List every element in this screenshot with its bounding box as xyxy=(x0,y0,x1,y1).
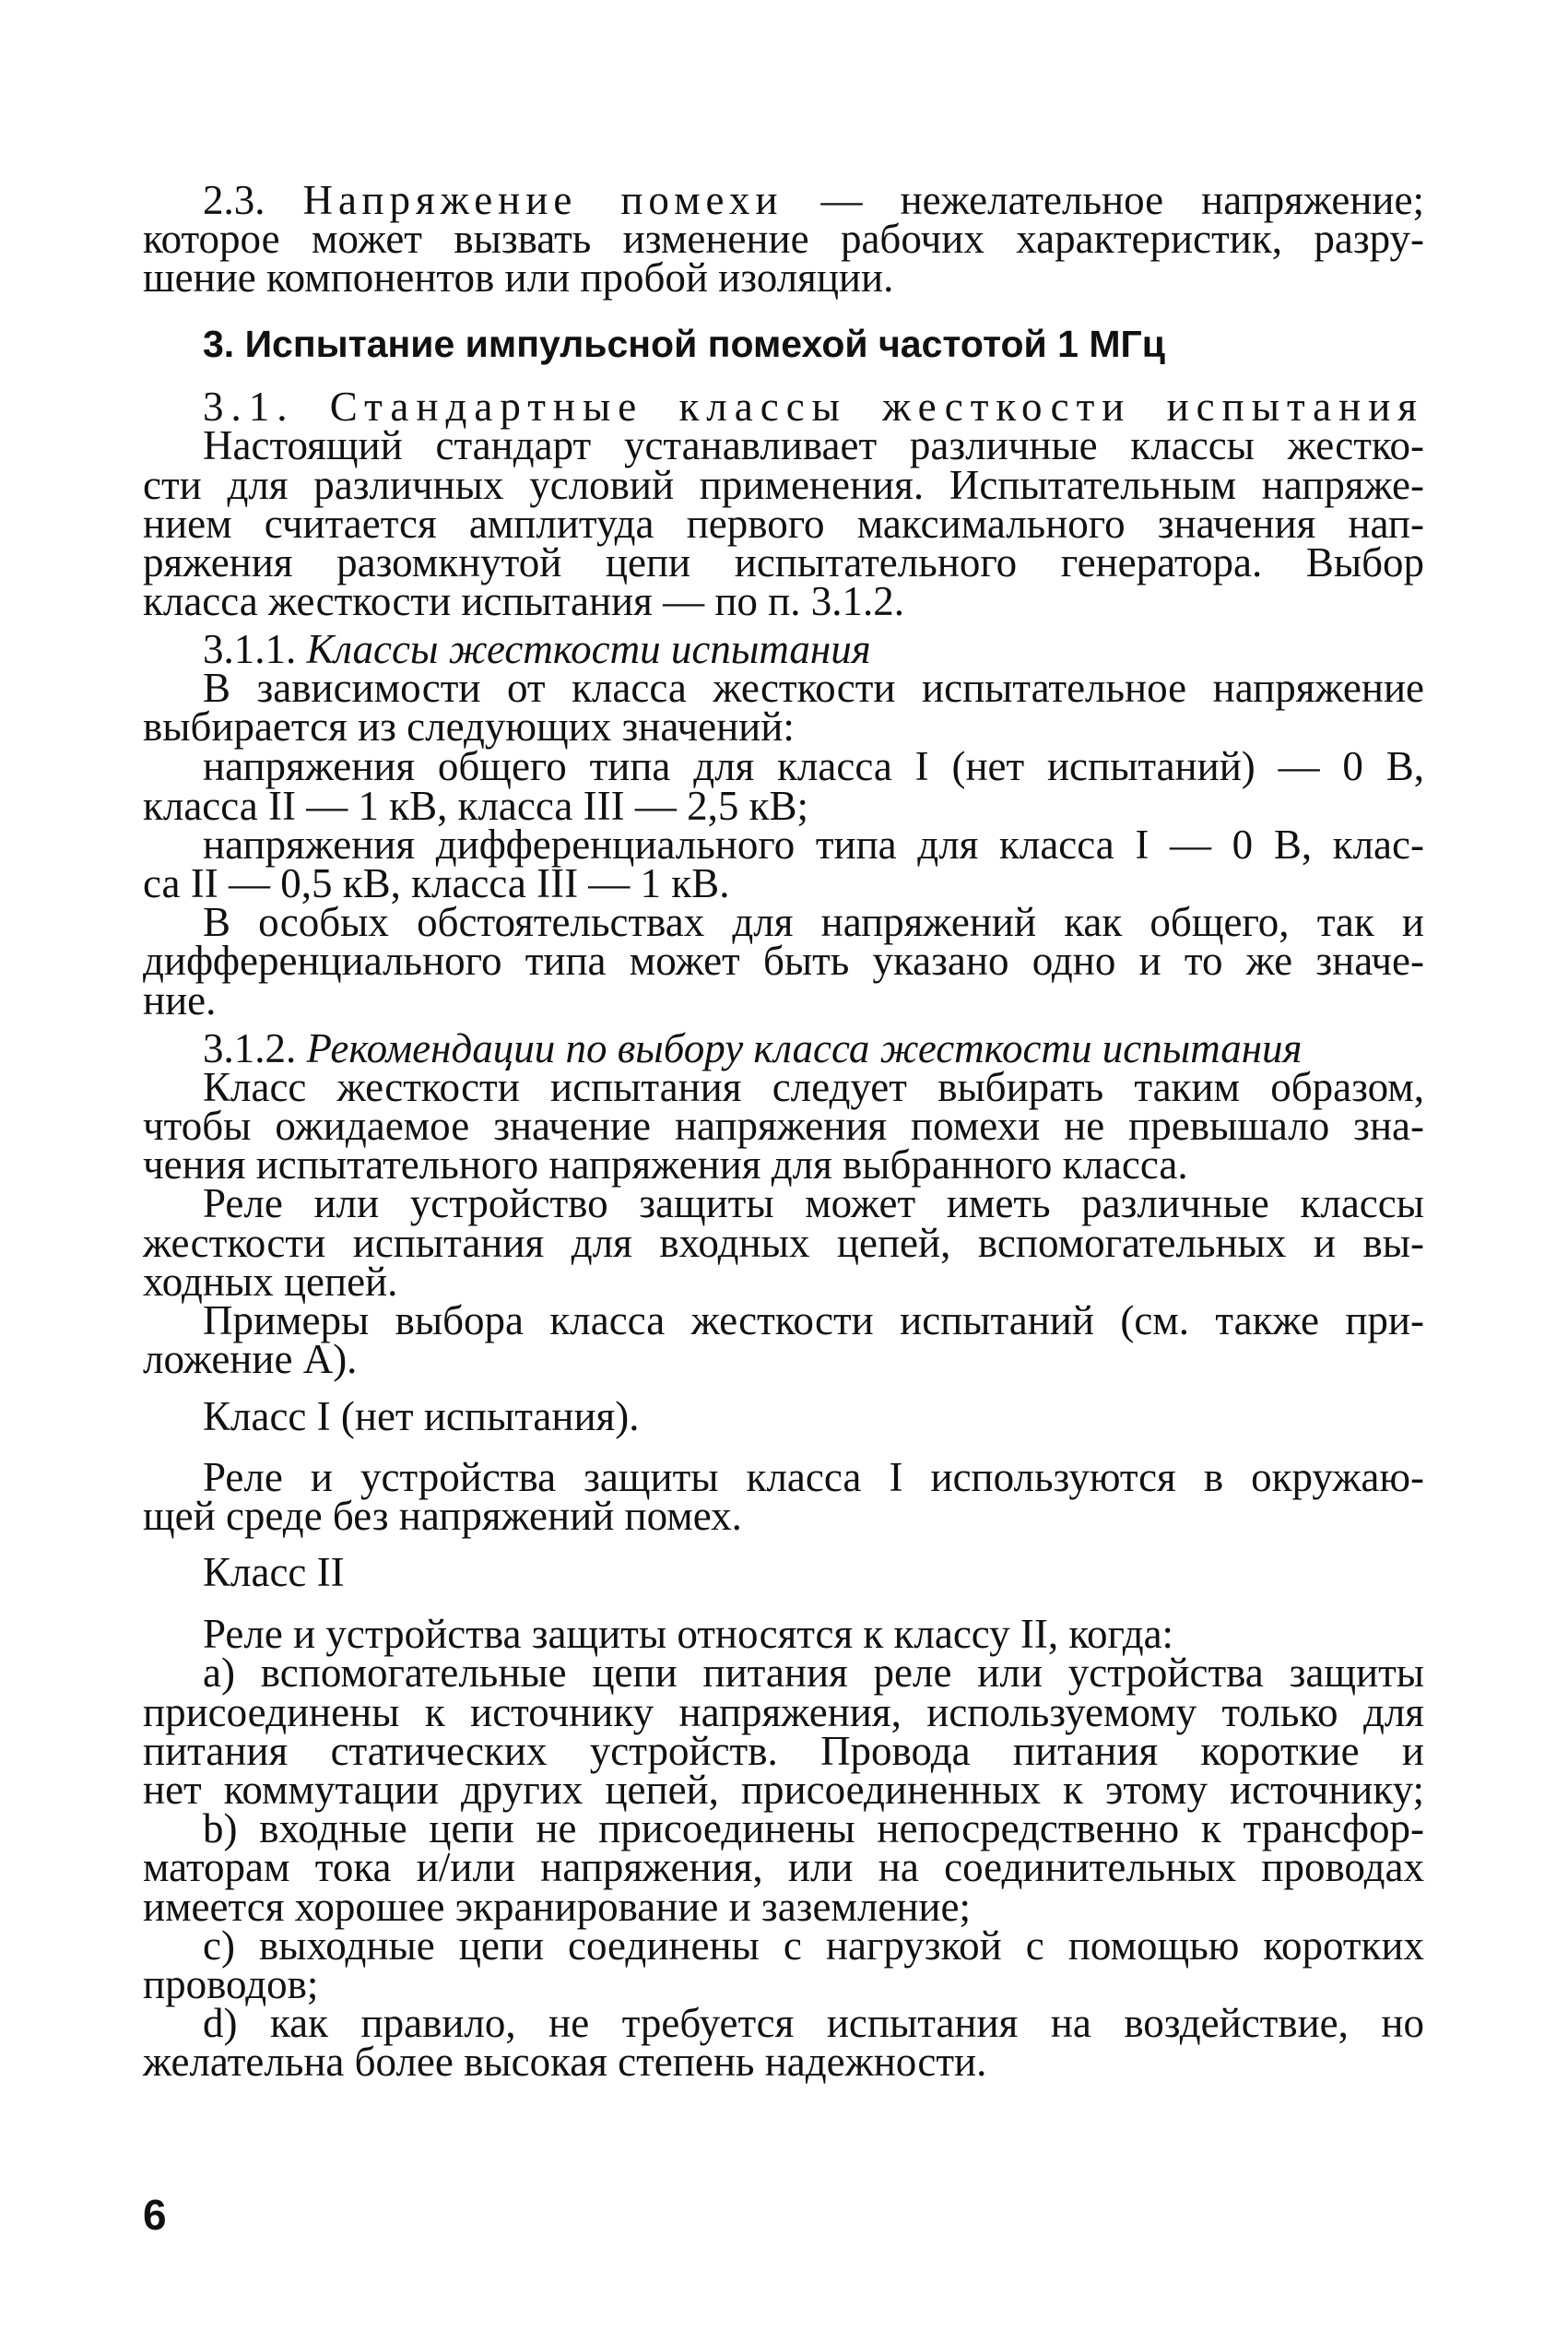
text-line: ряжения разомкнутой цепи испытательного генератора. Выбор xyxy=(143,539,1424,585)
clause-title: Рекомендации по выбору класса жесткости испытания xyxy=(306,1025,1303,1071)
text-line: Класс жесткости испытания следует выбирать таким образом, xyxy=(203,1064,1424,1110)
text-line: проводов; xyxy=(143,1961,319,2007)
list-item-b: b) входные цепи не присоединены непосредственно к трансфор- xyxy=(203,1805,1424,1851)
clause-number: 3.1.2. xyxy=(203,1025,307,1071)
definition-text: — нежелательное напряжение; xyxy=(783,177,1424,223)
text-line: выбирается из следующих значений: xyxy=(143,704,795,750)
text-line: напряжения дифференциального типа для класса I — 0 В, клас- xyxy=(203,822,1424,868)
text-line: Примеры выбора класса жесткости испытаний (см. также при- xyxy=(203,1297,1424,1343)
text-line: В особых обстоятельствах для напряжений как общего, так и xyxy=(203,899,1424,945)
section-3-heading: 3. Испытание импульсной помехой частотой 1 МГц xyxy=(203,323,1165,365)
page-number: 6 xyxy=(143,2191,167,2239)
text-line: щей среде без напряжений помех. xyxy=(143,1493,742,1539)
clause-title: Классы жесткости испытания xyxy=(306,626,871,672)
text-line: Реле и устройства защиты относятся к классу II, когда: xyxy=(203,1611,1174,1657)
text-line: жесткости испытания для входных цепей, вспомогательных и вы- xyxy=(143,1220,1424,1266)
text-line: нет коммутации других цепей, присоединенных к этому источнику; xyxy=(143,1767,1424,1813)
class-1-heading: Класс I (нет испытания). xyxy=(203,1393,640,1439)
class-2-heading: Класс II xyxy=(203,1549,345,1595)
text-line: которое может вызвать изменение рабочих характеристик, разру- xyxy=(143,216,1424,262)
subsection-3-1-heading: 3.1. Стандартные классы жесткости испытания xyxy=(203,384,1424,430)
text-line: ходных цепей. xyxy=(143,1259,398,1305)
text-line: ложение А). xyxy=(143,1336,358,1382)
text-line: присоединены к источнику напряжения, используемому только для xyxy=(143,1689,1424,1735)
text-line: са II — 0,5 кВ, класса III — 1 кВ. xyxy=(143,860,730,906)
text-line: Реле или устройство защиты может иметь различные классы xyxy=(203,1180,1424,1226)
text-line: имеется хорошее экранирование и заземление; xyxy=(143,1884,971,1930)
text-line: класса II — 1 кВ, класса III — 2,5 кВ; xyxy=(143,783,808,829)
text-line: чения испытательного напряжения для выбранного класса. xyxy=(143,1141,1188,1188)
text-line: класса жесткости испытания — по п. 3.1.2. xyxy=(143,578,904,624)
list-item-d: d) как правило, не требуется испытания на воздействие, но xyxy=(203,2000,1424,2046)
list-item-c: c) выходные цепи соединены с нагрузкой с помощью коротких xyxy=(203,1922,1424,1969)
text-line: чтобы ожидаемое значение напряжения помехи не превышало зна- xyxy=(143,1103,1424,1149)
text-line: Настоящий стандарт устанавливает различные классы жестко- xyxy=(203,422,1424,468)
text-line: желательна более высокая степень надежности. xyxy=(143,2039,987,2085)
text-line: Реле и устройства защиты класса I используются в окружаю- xyxy=(203,1454,1424,1500)
list-item-a: а) вспомогательные цепи питания реле или устройства защиты xyxy=(203,1650,1424,1696)
clause-number: 3.1.1. xyxy=(203,626,307,672)
text-line: ние. xyxy=(143,977,217,1023)
term-spaced: Напряжение помехи xyxy=(302,177,784,223)
text-line: дифференциального типа может быть указано одно и то же значе- xyxy=(143,938,1424,984)
text-line: В зависимости от класса жесткости испытательное напряжение xyxy=(203,665,1424,711)
text-line: шение компонентов или пробой изоляции. xyxy=(143,254,894,301)
text-line: сти для различных условий применения. Испытательным напряже- xyxy=(143,462,1424,508)
text-line: напряжения общего типа для класса I (нет испытаний) — 0 В, xyxy=(203,743,1424,789)
text-line: питания статических устройств. Провода питания короткие и xyxy=(143,1728,1424,1774)
text-line: нием считается амплитуда первого максимального значения нап- xyxy=(143,501,1424,547)
clause-number: 2.3. xyxy=(203,177,303,223)
text-line: маторам тока и/или напряжения, или на соединительных проводах xyxy=(143,1844,1424,1890)
